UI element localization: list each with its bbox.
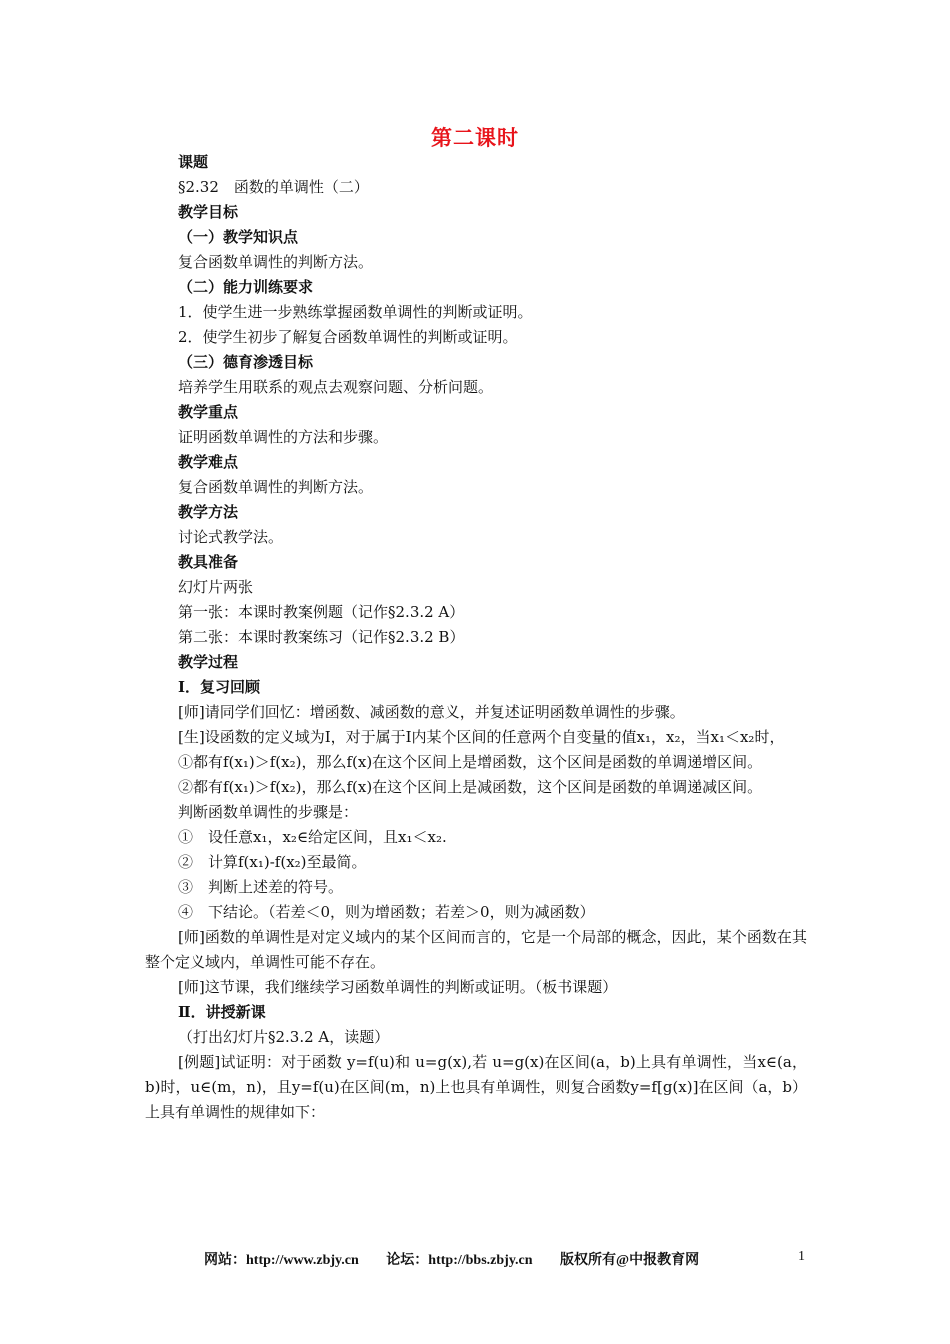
footer-forum: 论坛：http://bbs.zbjy.cn	[386, 1253, 533, 1268]
step-3: ③ 判断上述差的符号。	[178, 878, 344, 896]
review-increasing: ①都有f(x₁)＞f(x₂)，那么f(x)在这个区间上是增函数，这个区间是函数的单调递增区间。	[178, 753, 763, 771]
review-decreasing: ②都有f(x₁)＞f(x₂)，那么f(x)在这个区间上是减函数，这个区间是函数的单调递减区间。	[178, 778, 763, 796]
document-body	[145, 150, 807, 1125]
heading-process: 教学过程	[178, 653, 239, 671]
slide-instruction: （打出幻灯片§2.3.2 A，读题）	[178, 1028, 390, 1046]
step-4: ④ 下结论。（若差＜0，则为增函数；若差＞0，则为减函数）	[178, 903, 595, 921]
page-footer	[204, 1249, 723, 1269]
heading-method: 教学方法	[178, 503, 239, 521]
method-text: 讨论式教学法。	[178, 528, 284, 546]
heading-key-point: 教学重点	[178, 403, 239, 421]
steps-intro: 判断函数单调性的步骤是：	[178, 803, 359, 821]
topic-text: §2.32 函数的单调性（二）	[178, 178, 369, 196]
page-title: 第二课时	[431, 125, 519, 150]
difficulty-text: 复合函数单调性的判断方法。	[178, 478, 374, 496]
ability-item-2: 2．使学生初步了解复合函数单调性的判断或证明。	[178, 328, 518, 346]
subheading-ability: （二）能力训练要求	[178, 278, 314, 296]
ability-item-1: 1．使学生进一步熟练掌握函数单调性的判断或证明。	[178, 303, 533, 321]
review-teacher-1: [师]请同学们回忆：增函数、减函数的意义，并复述证明函数单调性的步骤。	[178, 703, 685, 721]
materials-slide-2: 第二张：本课时教案练习（记作§2.3.2 B）	[178, 628, 465, 646]
footer-copyright: 版权所有@中报教育网	[560, 1253, 700, 1268]
knowledge-text: 复合函数单调性的判断方法。	[178, 253, 374, 271]
key-point-text: 证明函数单调性的方法和步骤。	[178, 428, 389, 446]
materials-slide-1: 第一张：本课时教案例题（记作§2.3.2 A）	[178, 603, 465, 621]
heading-objectives: 教学目标	[178, 203, 239, 221]
subheading-knowledge: （一）教学知识点	[178, 228, 299, 246]
review-student: [生]设函数的定义域为I，对于属于I内某个区间的任意两个自变量的值x₁，x₂，当x₁＜x₂时，	[178, 728, 785, 746]
heading-materials: 教具准备	[178, 553, 239, 571]
review-teacher-3: [师]这节课，我们继续学习函数单调性的判断或证明。（板书课题）	[178, 978, 618, 996]
footer-website: 网站：http://www.zbjy.cn	[204, 1253, 359, 1268]
step-1: ① 设任意x₁，x₂∈给定区间，且x₁＜x₂.	[178, 828, 447, 846]
review-teacher-2: [师]函数的单调性是对定义域内的某个区间而言的，它是一个局部的概念，因此，某个函数在其整个定义域内，单调性可能不存在。	[145, 928, 807, 971]
heading-difficulty: 教学难点	[178, 453, 239, 471]
example-problem: [例题]试证明：对于函数 y=f(u)和 u=g(x),若 u=g(x)在区间(a，b)上具有单调性，当x∈(a，b)时，u∈(m，n)，且y=f(u)在区间(m，n)上也具有单调性，则复合函数y=f[g(x)]在区间（a，b）上具有单调性的规律如下：	[145, 1053, 807, 1121]
moral-text: 培养学生用联系的观点去观察问题、分析问题。	[178, 378, 494, 396]
section-new-lesson: Ⅱ．讲授新课	[178, 1003, 266, 1021]
section-review: Ⅰ．复习回顾	[178, 678, 261, 696]
heading-topic: 课题	[178, 153, 209, 171]
page-number: 1	[798, 1249, 805, 1264]
materials-text: 幻灯片两张	[178, 578, 254, 596]
subheading-moral: （三）德育渗透目标	[178, 353, 314, 371]
step-2: ② 计算f(x₁)-f(x₂)至最简。	[178, 853, 367, 871]
